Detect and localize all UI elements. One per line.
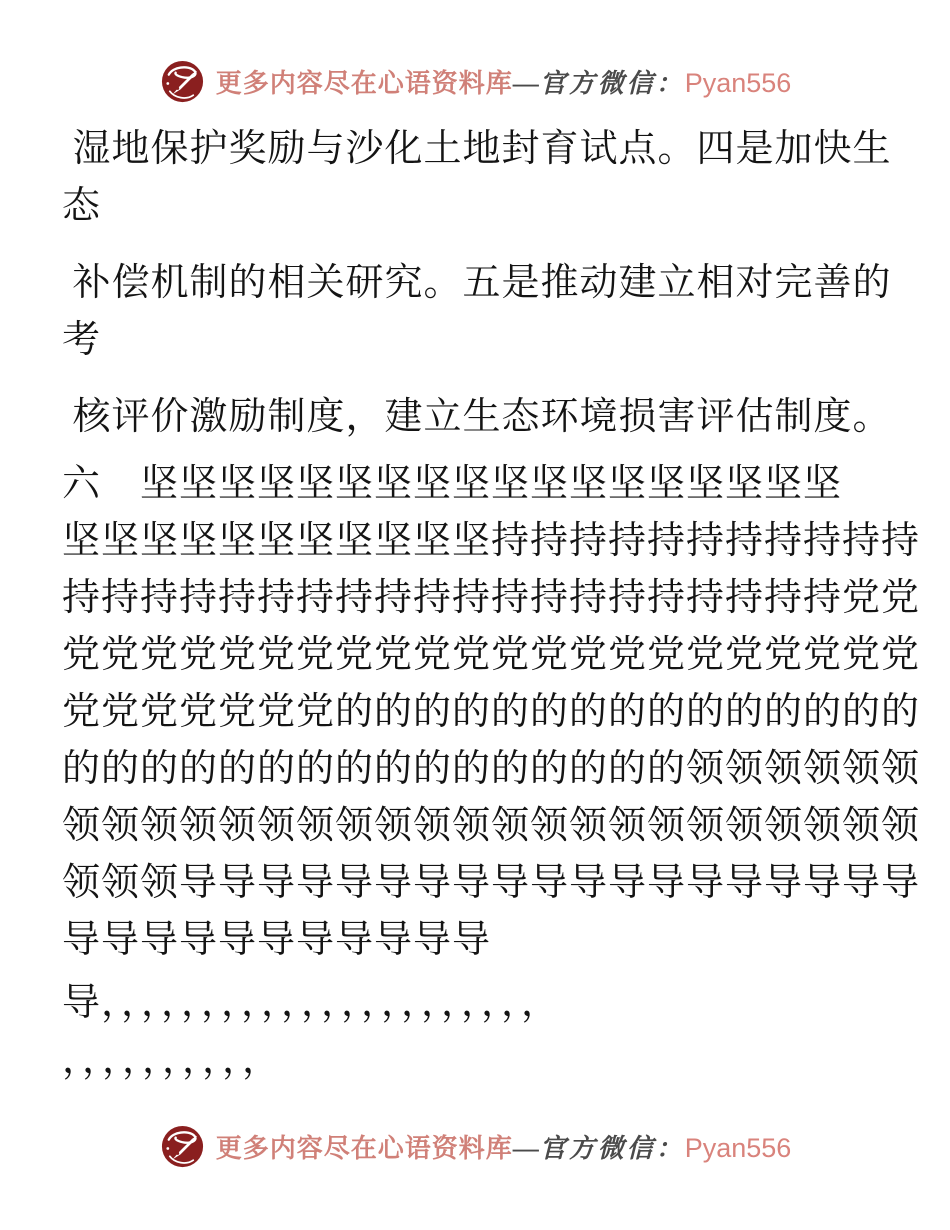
paragraph bbox=[62, 121, 894, 235]
wechat-label: 官方微信： bbox=[539, 69, 685, 98]
watermark-text: 更多内容尽在心语资料库 bbox=[215, 1134, 513, 1163]
pen-swirl-emblem-icon bbox=[159, 1123, 206, 1170]
wechat-id: Pyan556 bbox=[684, 1133, 792, 1163]
pen-swirl-emblem-icon bbox=[159, 58, 206, 105]
text-line: 态 bbox=[62, 185, 102, 227]
paragraph bbox=[62, 975, 894, 1089]
text-line: 湿地保护奖励与沙化土地封育试点。四是加快生 bbox=[62, 128, 892, 170]
watermark-separator: — bbox=[512, 69, 540, 98]
text-line: 坚坚坚坚坚坚坚坚坚坚坚持持持持持持持持持持持 bbox=[62, 520, 921, 562]
text-line: 党党党党党党党党党党党党党党党党党党党党党党 bbox=[62, 634, 921, 676]
text-line: 考 bbox=[62, 319, 102, 361]
text-line: 六 坚坚坚坚坚坚坚坚坚坚坚坚坚坚坚坚坚坚 bbox=[62, 463, 843, 505]
wechat-id: Pyan556 bbox=[684, 68, 792, 98]
text-line: 导，，，，，，，，，，，，，，，，，，，，，， bbox=[62, 982, 561, 1024]
watermark-text: 更多内容尽在心语资料库 bbox=[215, 69, 513, 98]
text-line: 领领领领领领领领领领领领领领领领领领领领领领 bbox=[62, 805, 921, 847]
header-watermark bbox=[0, 0, 950, 105]
paragraph bbox=[62, 255, 894, 369]
text-line: 核评价激励制度，建立生态环境损害评估制度。 bbox=[62, 396, 892, 438]
footer-watermark bbox=[0, 1123, 950, 1170]
paragraph bbox=[62, 389, 894, 446]
text-line: ，，，，，，，，，， bbox=[62, 1039, 282, 1081]
text-line: 党党党党党党党的的的的的的的的的的的的的的的 bbox=[62, 691, 921, 733]
wechat-label: 官方微信： bbox=[539, 1134, 685, 1163]
text-line: 领领领导导导导导导导导导导导导导导导导导导导 bbox=[62, 862, 921, 904]
text-line: 导导导导导导导导导导导 bbox=[62, 919, 492, 961]
text-line: 持持持持持持持持持持持持持持持持持持持持党党 bbox=[62, 577, 921, 619]
text-line: 的的的的的的的的的的的的的的的的领领领领领领 bbox=[62, 748, 921, 790]
document-page bbox=[62, 121, 921, 1089]
paragraph bbox=[62, 456, 921, 969]
watermark-separator: — bbox=[512, 1134, 540, 1163]
text-line: 补偿机制的相关研究。五是推动建立相对完善的 bbox=[62, 262, 892, 304]
